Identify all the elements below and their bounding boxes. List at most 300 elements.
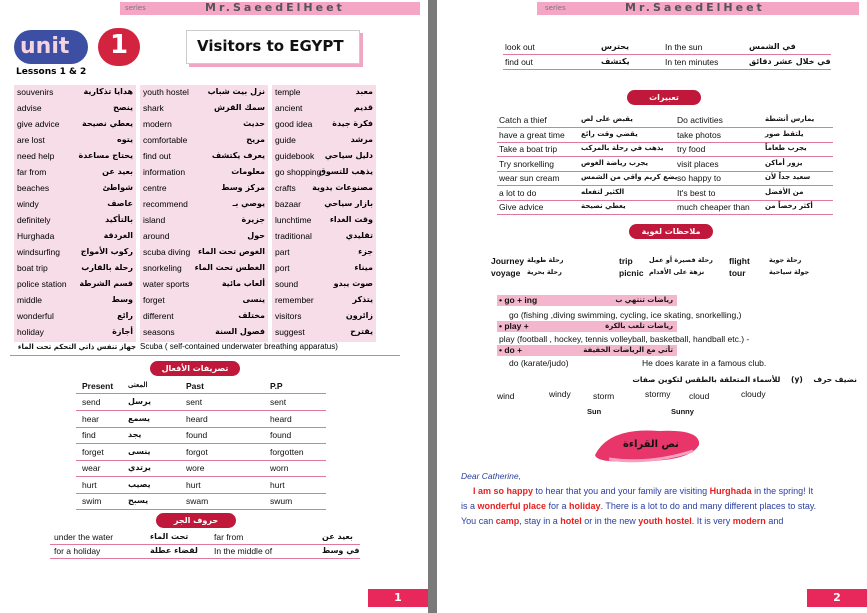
letter-segment: Hurghada <box>709 486 752 496</box>
prepositions-table <box>50 532 370 562</box>
vocab-english: Hurghada <box>17 231 55 241</box>
vocab-english: scuba diving <box>143 247 191 257</box>
vocab-row <box>14 245 136 261</box>
vocab-row <box>272 277 376 293</box>
vocab-english: part <box>275 247 290 257</box>
notes-badge: ملاحظات لغوية <box>629 224 713 239</box>
vocab-arabic: مركز وسط <box>221 183 265 192</box>
vocab-row <box>140 197 268 213</box>
vocab-row <box>140 133 268 149</box>
scuba-note-ar: جهاز تنفس ذاتي التحكم تحت الماء <box>17 343 136 351</box>
expression-english: wear sun cream <box>499 173 560 183</box>
vocab-arabic: يوصي بـ <box>232 199 265 208</box>
vocab-arabic: ركوب الأمواج <box>80 247 133 256</box>
vocab-row <box>140 181 268 197</box>
adj-rule-ar <box>632 375 857 384</box>
vocab-row <box>14 101 136 117</box>
vocab-english: windy <box>17 199 39 209</box>
verb-cell: forgot <box>186 446 208 457</box>
vocab-arabic: فكرة جيدة <box>332 119 373 128</box>
vocab-arabic: دليل سياحي <box>324 151 373 160</box>
letter-segment: . There is a lot to do and many different places to stay. <box>600 501 817 511</box>
verbs-badge: تصريفات الأفعال <box>150 361 240 376</box>
vocab-arabic: يعرف يكتشف <box>211 151 265 160</box>
verb-cell: يجد <box>128 430 142 439</box>
vocab-english: comfortable <box>143 135 188 145</box>
verbs-header: Present <box>82 381 114 391</box>
vocab-column-2 <box>140 85 268 342</box>
vocab-english: port <box>275 263 290 273</box>
expressions-badge: تعبيرات <box>627 90 701 105</box>
expression-english: visit places <box>677 158 719 169</box>
verb-cell: يصيب <box>128 479 151 489</box>
note-cell: voyage <box>491 268 521 278</box>
vocab-row <box>272 165 376 181</box>
vocab-row <box>14 181 136 197</box>
expression-arabic: سعيد جداً لأن <box>765 173 811 181</box>
letter-segment: in the spring! It <box>751 486 814 496</box>
expression-arabic: يقضي وقت رائع <box>581 129 638 138</box>
note-cell: tour <box>729 268 746 278</box>
vocab-english: boat trip <box>17 263 48 273</box>
expression-arabic: الكثير لتفعله <box>581 187 625 196</box>
vocab-arabic: يذهب للتسوق <box>318 167 373 176</box>
page-title: Visitors to EGYPT <box>197 37 344 55</box>
vocab-arabic: فصول السنة <box>215 327 265 336</box>
verb-cell: forgotten <box>270 446 304 457</box>
vocab-arabic: بازار سياحي <box>324 199 373 208</box>
vocab-arabic: الغردقة <box>103 231 133 240</box>
verb-row-line <box>76 509 326 510</box>
verb-cell: يسبح <box>128 496 149 505</box>
verb-cell: hurt <box>270 479 285 490</box>
letter-line <box>461 516 783 526</box>
vocab-english: crafts <box>275 183 296 193</box>
weather-noun: wind <box>497 391 515 401</box>
letter-segment: wonderful place <box>477 501 547 511</box>
vocab-row <box>140 85 268 101</box>
reading-badge <box>589 425 705 465</box>
vocab-row <box>14 165 136 181</box>
phrase-arabic: في الشمس <box>749 42 796 51</box>
vocab-english: remember <box>275 295 314 305</box>
vocab-english: souvenirs <box>17 87 54 97</box>
vocab-arabic: مرشد <box>350 135 373 144</box>
vocab-arabic: ينصح <box>113 103 133 112</box>
vocab-arabic: مختلف <box>238 311 265 320</box>
vocab-arabic: عاصف <box>107 199 133 208</box>
vocab-row <box>14 149 136 165</box>
phrase-english: In the sun <box>665 42 703 52</box>
vocab-english: around <box>143 231 170 241</box>
verb-cell: worn <box>270 463 289 473</box>
weather-words <box>489 389 809 423</box>
top-phrases <box>503 42 833 72</box>
note-cell: trip <box>619 256 633 266</box>
vocab-row <box>140 309 268 325</box>
vocab-arabic: يحتاج مساعدة <box>78 151 133 160</box>
prep-arabic: في وسط <box>322 546 360 555</box>
vocab-english: guide <box>275 135 296 145</box>
vocab-row <box>14 325 136 341</box>
vocab-arabic: الغطس تحت الماء <box>194 263 265 272</box>
letter-segment: holiday <box>569 501 601 511</box>
lessons-label: Lessons 1 & 2 <box>16 67 87 77</box>
go-rule: • go + ing <box>499 295 538 305</box>
go-rule-ar: رياضات تنتهي ب <box>615 296 673 304</box>
prep-row-line <box>50 544 360 545</box>
note-cell: رحلة بحرية <box>527 268 562 276</box>
vocab-arabic: بالتأكيد <box>105 215 133 224</box>
expression-arabic: يجرب طعاماً <box>765 144 807 152</box>
expression-english: Take a boat trip <box>499 144 558 154</box>
vocab-row <box>140 101 268 117</box>
vocab-row <box>14 229 136 245</box>
vocab-english: police station <box>17 279 67 289</box>
expression-row-line <box>497 142 833 143</box>
play-rule-ar: رياضات تلعب بالكرة <box>605 322 673 330</box>
vocab-arabic: مصنوعات يدوية <box>312 183 373 192</box>
verb-cell: found <box>186 430 208 440</box>
letter-segment: youth hostel <box>638 516 692 526</box>
go-example: go (fishing ,diving swimming, cycling, ice skating, snorkelling,) <box>509 310 742 320</box>
vocab-row <box>272 149 376 165</box>
expression-arabic: أكثر رخصاً من <box>765 202 813 210</box>
phrase-arabic: في خلال عشر دقائق <box>749 57 831 66</box>
vocab-row <box>272 133 376 149</box>
vocab-row <box>140 117 268 133</box>
play-example: play (football , hockey, tennis volleyball, basketball, handball etc.) - <box>499 334 750 344</box>
expression-arabic: يذهب في رحلة بالمركب <box>581 144 664 152</box>
vocab-row <box>14 277 136 293</box>
expression-row-line <box>497 200 833 201</box>
vocab-arabic: شواطئ <box>102 183 133 192</box>
sun-noun: Sun <box>587 407 602 416</box>
verbs-table <box>76 381 328 511</box>
prep-arabic: تحت الماء <box>150 532 189 541</box>
verb-cell: hear <box>82 413 100 424</box>
expression-arabic: من الأفضل <box>765 187 804 196</box>
note-cell: رحلة قصيرة أو عمل <box>649 256 713 264</box>
vocab-row <box>14 213 136 229</box>
vocab-english: visitors <box>275 311 302 321</box>
vocab-row <box>14 133 136 149</box>
header-author: Mr.SaeedElHeet <box>205 1 345 14</box>
vocab-english: go shopping <box>275 167 322 177</box>
sun-adjective: Sunny <box>671 407 694 416</box>
vocab-arabic: ألعاب مائية <box>221 279 265 288</box>
vocab-english: different <box>143 311 174 321</box>
expression-english: a lot to do <box>499 187 537 198</box>
letter-greeting: Dear Catherine, <box>461 471 522 481</box>
expression-english: It's best to <box>677 187 716 198</box>
unit-word: unit <box>20 34 70 59</box>
vocab-row <box>272 85 376 101</box>
vocab-row <box>272 197 376 213</box>
vocab-english: modern <box>143 119 172 129</box>
vocab-row <box>14 261 136 277</box>
do-example: do (karate/judo) <box>509 358 569 368</box>
vocab-arabic: يتوه <box>116 135 133 144</box>
vocab-english: lunchtime <box>275 215 312 225</box>
vocab-arabic: وسط <box>111 295 133 304</box>
verb-cell: heard <box>270 413 292 424</box>
letter-segment: is a <box>461 501 478 511</box>
vocab-arabic: بعيد عن <box>102 167 133 176</box>
vocab-row <box>140 245 268 261</box>
weather-adjective: cloudy <box>741 389 766 399</box>
letter-segment: , stay in a <box>519 516 561 526</box>
prep-english: In the middle of <box>214 546 273 556</box>
note-cell: flight <box>729 256 750 266</box>
vocab-arabic: سمك القرش <box>214 103 265 112</box>
adj-rule-ar-1: نضيف حرف <box>813 375 857 384</box>
expression-row-line <box>497 214 833 215</box>
verb-row-line <box>76 460 326 461</box>
vocab-english: snorkeling <box>143 263 182 273</box>
vocab-row <box>140 277 268 293</box>
letter-segment: You can <box>461 516 496 526</box>
vocab-english: wonderful <box>17 311 54 321</box>
vocab-row <box>272 117 376 133</box>
weather-noun: cloud <box>689 391 710 401</box>
vocab-arabic: يعطي نصيحة <box>82 119 133 128</box>
vocab-row <box>140 165 268 181</box>
vocab-row <box>272 309 376 325</box>
vocab-row <box>272 101 376 117</box>
phrase-english: find out <box>505 57 533 67</box>
play-rule: • play + <box>499 321 529 331</box>
expression-english: Catch a thief <box>499 115 547 125</box>
vocab-english: middle <box>17 295 43 305</box>
vocab-arabic: حول <box>247 231 265 240</box>
vocab-english: centre <box>143 183 167 193</box>
vocab-english: shark <box>143 103 164 113</box>
verb-row-line <box>76 493 326 494</box>
expression-arabic: يزور أماكن <box>765 158 803 167</box>
notes-table <box>489 256 839 282</box>
vocab-arabic: يتذكر <box>352 295 373 304</box>
vocab-row <box>14 309 136 325</box>
vocab-row <box>140 229 268 245</box>
header-author: Mr.SaeedElHeet <box>625 1 765 14</box>
verb-cell: ينسى <box>128 446 151 456</box>
verb-cell: wear <box>82 463 101 473</box>
expression-row-line <box>497 156 833 157</box>
page-number: 2 <box>807 589 867 607</box>
series-label: series <box>125 4 146 12</box>
letter-segment: to hear that you and your family are visiting <box>533 486 710 496</box>
adj-rule-y: (y) <box>791 375 803 384</box>
verb-row-line <box>76 443 326 444</box>
letter-line <box>461 501 816 511</box>
expression-arabic: يمارس أنشطة <box>765 115 815 123</box>
verb-cell: found <box>270 430 292 440</box>
vocab-arabic: يقترح <box>350 327 373 336</box>
adj-rule-ar-2: للأسماء المتعلقة بالطقس لتكوين صفات <box>632 375 781 384</box>
vocab-arabic: جزيرة <box>241 215 265 224</box>
expression-row-line <box>497 171 833 172</box>
vocab-arabic: أجازة <box>112 327 133 336</box>
vocab-english: bazaar <box>275 199 301 209</box>
vocab-column-1 <box>14 85 136 342</box>
expression-arabic: يجرب رياضة الغوص <box>581 158 649 167</box>
vocab-english: water sports <box>143 279 190 289</box>
expression-arabic: يعطي نصيحة <box>581 202 626 210</box>
letter-segment: modern <box>732 516 766 526</box>
vocab-arabic: حديث <box>243 119 265 128</box>
verb-row-line <box>76 476 326 477</box>
weather-adjective: stormy <box>645 389 671 399</box>
verb-cell: يسمع <box>128 413 150 423</box>
vocab-row <box>272 293 376 309</box>
letter-segment: camp <box>495 516 520 526</box>
verbs-header-line <box>76 393 326 394</box>
verb-cell: wore <box>186 463 205 473</box>
verb-cell: sent <box>186 397 203 407</box>
phrase-english: In ten minutes <box>665 57 719 67</box>
page-number: 1 <box>368 589 428 607</box>
vocab-english: beaches <box>17 183 50 193</box>
vocab-english: give advice <box>17 119 60 129</box>
phrase-row-line <box>503 69 831 70</box>
vocab-row <box>140 261 268 277</box>
verb-cell: heard <box>186 413 208 424</box>
vocab-english: are lost <box>17 135 45 145</box>
letter-segment: hotel <box>560 516 582 526</box>
verb-cell: forget <box>82 446 104 457</box>
note-cell: Journey <box>491 256 525 266</box>
phrase-english: look out <box>505 42 535 52</box>
scuba-note: Scuba ( self-contained underwater breathing apparatus) <box>140 342 338 351</box>
vocab-row <box>14 197 136 213</box>
weather-adjective: windy <box>549 389 571 399</box>
do-rule-ar: تأتي مع الرياضات الخفيفة <box>583 346 673 354</box>
vocab-english: seasons <box>143 327 175 337</box>
phrase-arabic: يحترس <box>601 42 630 51</box>
vocab-english: need help <box>17 151 55 161</box>
vocab-arabic: وقت الغداء <box>329 215 373 224</box>
verb-row-line <box>76 427 326 428</box>
expressions-table <box>497 115 837 225</box>
note-cell: جولة سياحية <box>769 268 810 276</box>
expression-arabic: يقبض على لص <box>581 115 633 123</box>
vocab-arabic: جزء <box>358 247 373 256</box>
expression-english: much cheaper than <box>677 202 750 212</box>
vocab-english: find out <box>143 151 171 161</box>
do-rule: • do + <box>499 345 523 355</box>
vocab-english: forget <box>143 295 165 305</box>
unit-number: 1 <box>110 30 129 60</box>
vocab-arabic: الغوص تحت الماء <box>197 247 265 256</box>
unit-logo <box>14 30 88 64</box>
series-label: series <box>545 4 566 12</box>
vocab-arabic: ينسى <box>242 295 265 304</box>
letter-segment: or in the new <box>581 516 639 526</box>
vocab-arabic: مريح <box>246 135 265 144</box>
verb-cell: يرتدي <box>128 463 151 472</box>
letter-segment: for a <box>546 501 570 511</box>
vocab-english: holiday <box>17 327 44 337</box>
weather-noun: storm <box>593 391 615 401</box>
expression-english: Try snorkelling <box>499 158 554 169</box>
vocab-english: windsurfing <box>17 247 60 257</box>
vocab-row <box>272 213 376 229</box>
vocab-column-3 <box>272 85 376 342</box>
vocab-arabic: زائرون <box>345 311 373 320</box>
vocab-arabic: معبد <box>355 87 373 96</box>
prep-english: under the water <box>54 532 114 542</box>
vocab-english: suggest <box>275 327 305 337</box>
note-cell: picnic <box>619 268 644 278</box>
verb-cell: hurt <box>186 479 201 490</box>
vocab-row <box>272 325 376 341</box>
vocab-arabic: ميناء <box>354 263 373 272</box>
note-cell: رحلة طويلة <box>527 256 564 264</box>
verb-cell: send <box>82 397 101 407</box>
vocab-row <box>272 245 376 261</box>
verb-cell: sent <box>270 397 287 407</box>
vocab-english: recommend <box>143 199 188 209</box>
verb-cell: swam <box>186 496 209 506</box>
vocab-english: island <box>143 215 166 225</box>
vocab-arabic: رحلة بالقارب <box>81 263 133 272</box>
page-1 <box>0 0 428 613</box>
expression-english: try food <box>677 144 706 154</box>
unit-number-badge <box>98 28 140 66</box>
prep-arabic: بعيد عن <box>322 532 353 541</box>
verb-cell: يرسل <box>128 397 151 406</box>
vocab-english: sound <box>275 279 299 289</box>
vocab-arabic: نزل بيت شباب <box>207 87 265 96</box>
prepositions-badge: حروف الجر <box>156 513 236 528</box>
title-box <box>186 30 360 64</box>
expression-arabic: يلتقط صور <box>765 129 804 138</box>
divider <box>10 355 400 356</box>
letter-line <box>461 486 813 496</box>
prep-english: for a holiday <box>54 546 101 556</box>
reading-title: نص القراءة <box>623 439 679 450</box>
vocab-row <box>140 293 268 309</box>
vocab-arabic: تقليدي <box>345 231 373 240</box>
vocab-row <box>140 325 268 341</box>
vocab-arabic: قديم <box>353 103 373 112</box>
vocab-row <box>14 293 136 309</box>
note-cell: نزهة على الأقدام <box>649 268 705 276</box>
expression-english: take photos <box>677 129 721 140</box>
vocab-english: temple <box>275 87 301 97</box>
vocab-arabic: هدايا تذكارية <box>83 87 133 96</box>
vocab-row <box>14 117 136 133</box>
vocab-row <box>140 149 268 165</box>
vocab-arabic: قسم الشرطة <box>79 279 133 288</box>
vocab-english: guidebook <box>275 151 315 161</box>
expression-english: so happy to <box>677 173 721 183</box>
prep-arabic: لقضاء عطلة <box>150 546 198 555</box>
vocab-arabic: صوت يبدو <box>333 279 373 288</box>
letter-segment: I am so happy <box>473 486 534 496</box>
phrase-arabic: يكتشف <box>601 57 630 66</box>
page-2 <box>437 0 867 613</box>
letter-segment: . It is very <box>691 516 733 526</box>
expression-row-line <box>497 127 833 128</box>
vocab-row <box>272 229 376 245</box>
vocab-row <box>272 181 376 197</box>
vocab-english: advise <box>17 103 42 113</box>
expression-english: have a great time <box>499 129 565 140</box>
verb-cell: swum <box>270 496 293 506</box>
expression-arabic: يضع كريم واقي من الشمس <box>581 173 678 181</box>
